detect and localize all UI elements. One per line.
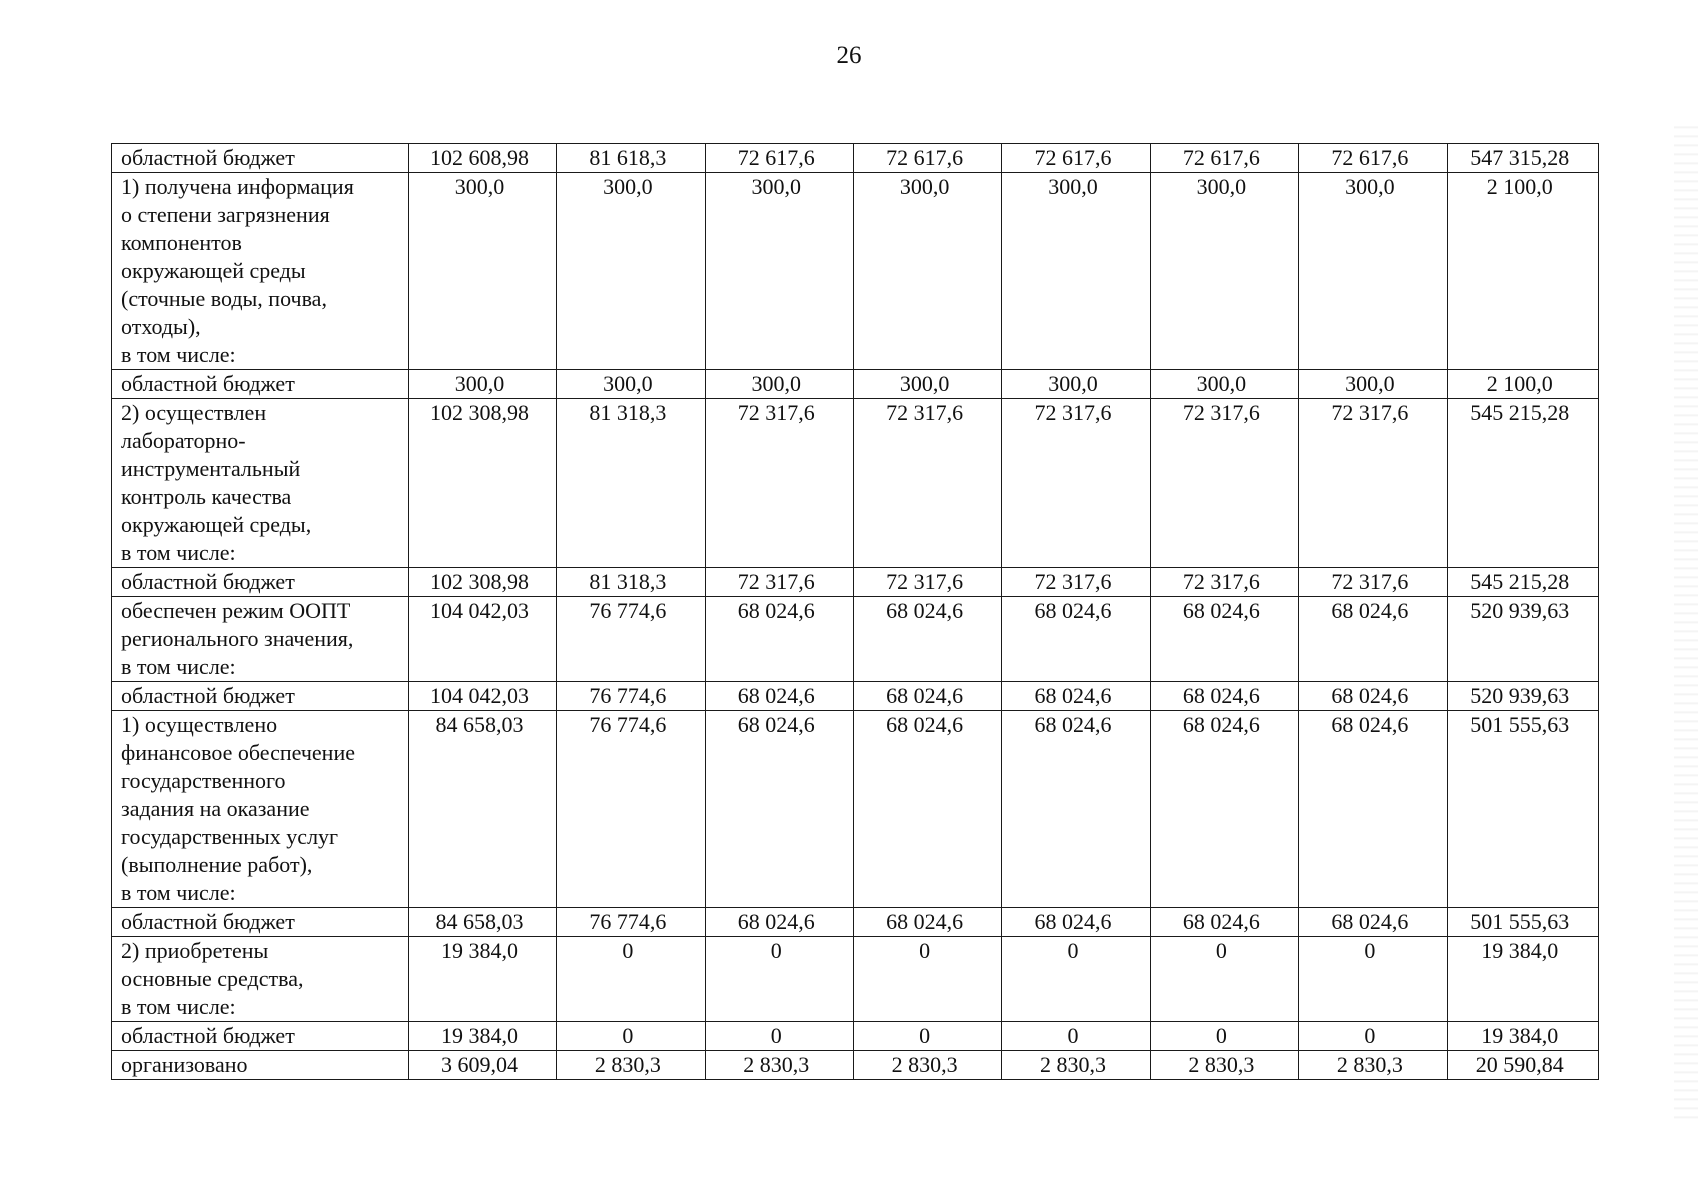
value-cell: 102 308,98	[408, 399, 556, 568]
row-label: областной бюджет	[112, 682, 409, 711]
value-cell: 68 024,6	[705, 597, 853, 682]
value-cell: 0	[853, 1022, 1001, 1051]
page-number: 26	[836, 42, 862, 69]
value-cell: 102 308,98	[408, 568, 556, 597]
value-cell: 102 608,98	[408, 144, 556, 173]
total-cell: 501 555,63	[1447, 908, 1598, 937]
value-cell: 68 024,6	[1150, 597, 1298, 682]
value-cell: 72 617,6	[853, 144, 1001, 173]
value-cell: 68 024,6	[853, 597, 1001, 682]
value-cell: 68 024,6	[705, 908, 853, 937]
total-cell: 520 939,63	[1447, 682, 1598, 711]
row-label: 1) получена информация о степени загрязнения компонентов окружающей среды (сточные воды, почва, отходы), в том числе:	[112, 173, 409, 370]
table-row	[112, 568, 1599, 597]
value-cell: 300,0	[1150, 173, 1298, 370]
value-cell: 2 830,3	[705, 1051, 853, 1080]
value-cell: 76 774,6	[557, 597, 705, 682]
row-label: организовано	[112, 1051, 409, 1080]
value-cell: 68 024,6	[1002, 682, 1150, 711]
table-row	[112, 399, 1599, 568]
value-cell: 300,0	[408, 173, 556, 370]
value-cell: 0	[1150, 1022, 1298, 1051]
value-cell: 72 617,6	[1299, 144, 1447, 173]
value-cell: 68 024,6	[705, 711, 853, 908]
value-cell: 0	[1002, 937, 1150, 1022]
value-cell: 0	[557, 937, 705, 1022]
value-cell: 2 830,3	[557, 1051, 705, 1080]
value-cell: 68 024,6	[1150, 711, 1298, 908]
value-cell: 68 024,6	[1150, 908, 1298, 937]
value-cell: 68 024,6	[705, 682, 853, 711]
row-label: областной бюджет	[112, 1022, 409, 1051]
table-row	[112, 144, 1599, 173]
value-cell: 300,0	[853, 173, 1001, 370]
budget-table	[111, 143, 1599, 1080]
table-row	[112, 1022, 1599, 1051]
value-cell: 0	[557, 1022, 705, 1051]
value-cell: 300,0	[557, 370, 705, 399]
value-cell: 68 024,6	[1299, 597, 1447, 682]
value-cell: 72 317,6	[1299, 568, 1447, 597]
value-cell: 76 774,6	[557, 908, 705, 937]
value-cell: 0	[853, 937, 1001, 1022]
value-cell: 68 024,6	[1002, 908, 1150, 937]
value-cell: 300,0	[705, 173, 853, 370]
value-cell: 68 024,6	[1150, 682, 1298, 711]
value-cell: 300,0	[853, 370, 1001, 399]
value-cell: 300,0	[1002, 370, 1150, 399]
row-label: обеспечен режим ООПТ регионального значения, в том числе:	[112, 597, 409, 682]
value-cell: 68 024,6	[1002, 711, 1150, 908]
value-cell: 81 318,3	[557, 399, 705, 568]
value-cell: 300,0	[408, 370, 556, 399]
value-cell: 19 384,0	[408, 937, 556, 1022]
scan-edge-artifact	[1674, 120, 1698, 1120]
value-cell: 72 617,6	[1150, 144, 1298, 173]
row-label: областной бюджет	[112, 908, 409, 937]
value-cell: 81 318,3	[557, 568, 705, 597]
value-cell: 76 774,6	[557, 711, 705, 908]
value-cell: 3 609,04	[408, 1051, 556, 1080]
row-label: областной бюджет	[112, 370, 409, 399]
value-cell: 104 042,03	[408, 682, 556, 711]
value-cell: 19 384,0	[408, 1022, 556, 1051]
value-cell: 0	[1150, 937, 1298, 1022]
value-cell: 300,0	[557, 173, 705, 370]
total-cell: 545 215,28	[1447, 568, 1598, 597]
value-cell: 84 658,03	[408, 908, 556, 937]
total-cell: 545 215,28	[1447, 399, 1598, 568]
value-cell: 72 317,6	[1002, 399, 1150, 568]
value-cell: 72 317,6	[1150, 399, 1298, 568]
table-row	[112, 908, 1599, 937]
value-cell: 72 317,6	[705, 399, 853, 568]
value-cell: 0	[1002, 1022, 1150, 1051]
value-cell: 2 830,3	[1299, 1051, 1447, 1080]
value-cell: 72 317,6	[1150, 568, 1298, 597]
value-cell: 68 024,6	[853, 711, 1001, 908]
value-cell: 300,0	[1299, 370, 1447, 399]
row-label: 1) осуществлено финансовое обеспечение государственного задания на оказание государственных услуг (выполнение работ), в том числе:	[112, 711, 409, 908]
value-cell: 68 024,6	[1299, 682, 1447, 711]
table-row	[112, 682, 1599, 711]
value-cell: 72 317,6	[705, 568, 853, 597]
row-label: 2) приобретены основные средства, в том числе:	[112, 937, 409, 1022]
value-cell: 72 317,6	[853, 568, 1001, 597]
value-cell: 300,0	[1150, 370, 1298, 399]
total-cell: 19 384,0	[1447, 1022, 1598, 1051]
value-cell: 76 774,6	[557, 682, 705, 711]
total-cell: 2 100,0	[1447, 173, 1598, 370]
table-row	[112, 711, 1599, 908]
value-cell: 300,0	[1002, 173, 1150, 370]
value-cell: 0	[1299, 937, 1447, 1022]
value-cell: 81 618,3	[557, 144, 705, 173]
value-cell: 72 617,6	[1002, 144, 1150, 173]
total-cell: 20 590,84	[1447, 1051, 1598, 1080]
value-cell: 68 024,6	[1299, 711, 1447, 908]
value-cell: 0	[1299, 1022, 1447, 1051]
value-cell: 68 024,6	[1002, 597, 1150, 682]
total-cell: 19 384,0	[1447, 937, 1598, 1022]
table-row	[112, 1051, 1599, 1080]
total-cell: 520 939,63	[1447, 597, 1598, 682]
value-cell: 72 317,6	[1002, 568, 1150, 597]
value-cell: 104 042,03	[408, 597, 556, 682]
value-cell: 68 024,6	[853, 682, 1001, 711]
total-cell: 501 555,63	[1447, 711, 1598, 908]
table-body	[112, 144, 1599, 1080]
value-cell: 68 024,6	[853, 908, 1001, 937]
value-cell: 2 830,3	[1002, 1051, 1150, 1080]
value-cell: 72 317,6	[1299, 399, 1447, 568]
value-cell: 2 830,3	[853, 1051, 1001, 1080]
value-cell: 68 024,6	[1299, 908, 1447, 937]
value-cell: 300,0	[705, 370, 853, 399]
total-cell: 2 100,0	[1447, 370, 1598, 399]
value-cell: 0	[705, 937, 853, 1022]
row-label: 2) осуществлен лабораторно- инструментальный контроль качества окружающей среды, в том числе:	[112, 399, 409, 568]
table-row	[112, 370, 1599, 399]
value-cell: 72 617,6	[705, 144, 853, 173]
value-cell: 0	[705, 1022, 853, 1051]
value-cell: 72 317,6	[853, 399, 1001, 568]
value-cell: 300,0	[1299, 173, 1447, 370]
value-cell: 2 830,3	[1150, 1051, 1298, 1080]
total-cell: 547 315,28	[1447, 144, 1598, 173]
value-cell: 84 658,03	[408, 711, 556, 908]
row-label: областной бюджет	[112, 144, 409, 173]
table-row	[112, 597, 1599, 682]
row-label: областной бюджет	[112, 568, 409, 597]
table-row	[112, 937, 1599, 1022]
table-row	[112, 173, 1599, 370]
